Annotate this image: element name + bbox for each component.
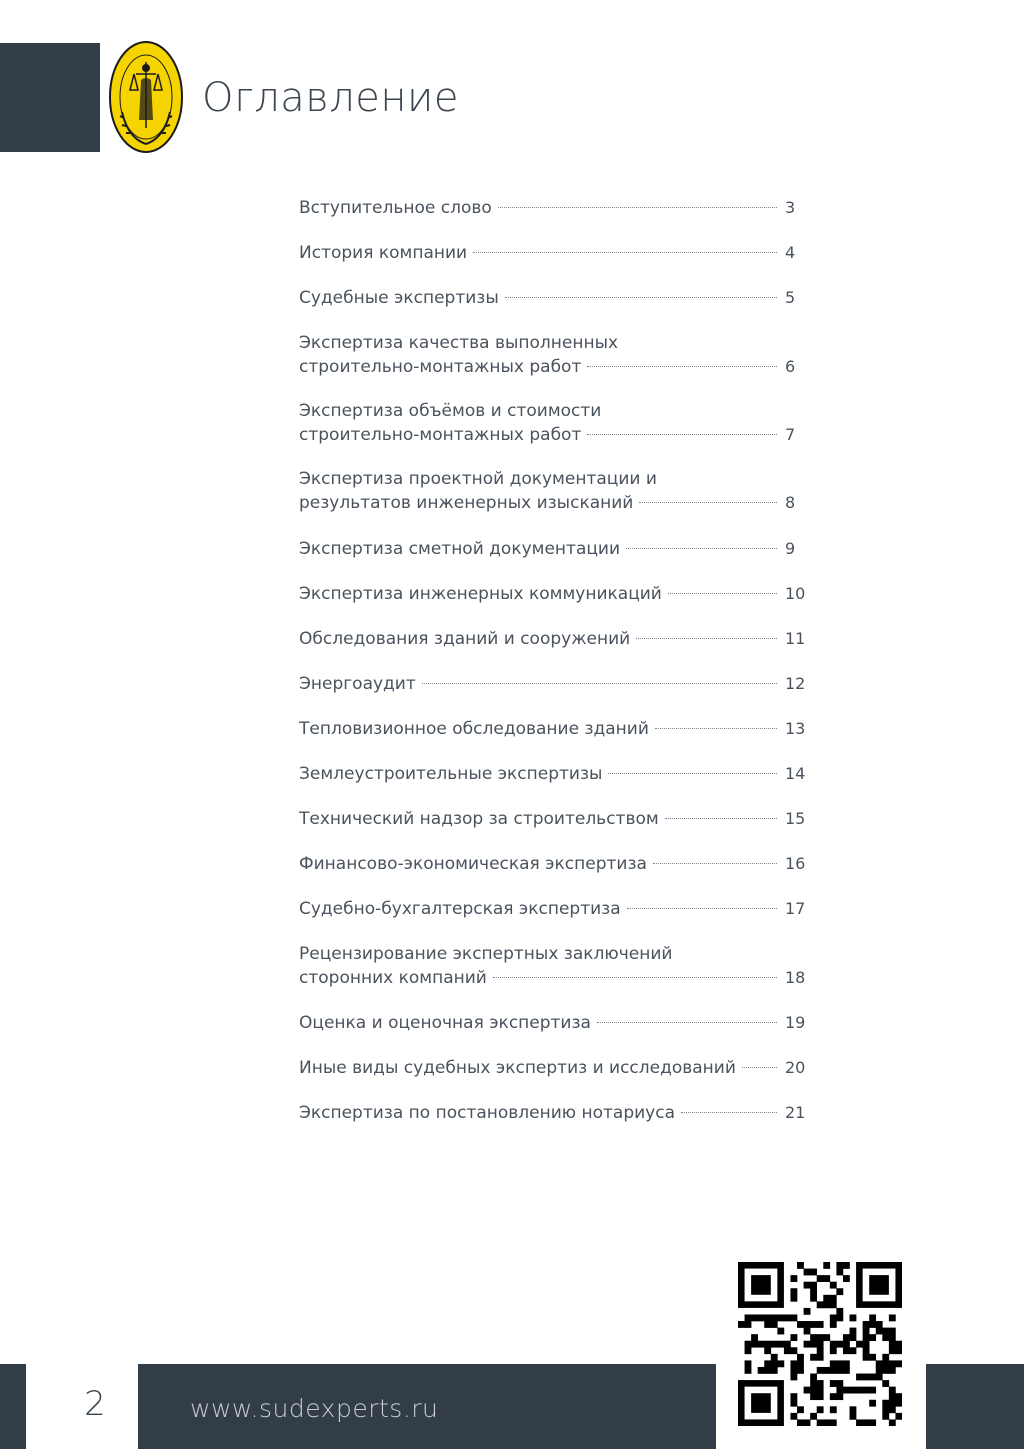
toc-entry-title-cont: сторонних компаний bbox=[299, 968, 487, 988]
toc-entry[interactable] bbox=[299, 942, 811, 990]
toc-leader bbox=[422, 683, 777, 684]
toc-entry-title: Оценка и оценочная экспертиза bbox=[299, 1013, 591, 1033]
toc-page-number: 16 bbox=[785, 854, 806, 873]
toc-entry-title: Энергоаудит bbox=[299, 674, 416, 694]
toc-entry[interactable] bbox=[299, 672, 811, 696]
toc-entry-title: История компании bbox=[299, 243, 468, 263]
toc-page-number: 3 bbox=[785, 198, 796, 217]
toc-entry-title-cont: строительно-монтажных работ bbox=[299, 425, 582, 445]
toc-entry-title: Технический надзор за строительством bbox=[299, 809, 659, 829]
toc-page-number: 20 bbox=[785, 1058, 806, 1077]
toc-leader bbox=[665, 818, 777, 819]
toc-entry-title: Финансово-экономическая экспертиза bbox=[299, 854, 647, 874]
toc-entry[interactable] bbox=[299, 331, 811, 379]
toc-page-number: 21 bbox=[785, 1103, 806, 1122]
toc-page-number: 11 bbox=[785, 629, 806, 648]
toc-leader bbox=[626, 548, 777, 549]
toc-entry[interactable] bbox=[299, 1056, 811, 1080]
toc-entry-title: Обследования зданий и сооружений bbox=[299, 629, 631, 649]
toc-leader bbox=[655, 728, 777, 729]
toc-leader bbox=[587, 366, 777, 367]
toc-page-number: 12 bbox=[785, 674, 806, 693]
toc-entry-title: Экспертиза инженерных коммуникаций bbox=[299, 584, 662, 604]
toc-entry-title: Экспертиза проектной документации и bbox=[299, 469, 657, 489]
toc-entry-title: Экспертиза объёмов и стоимости bbox=[299, 401, 602, 421]
toc-leader bbox=[498, 207, 777, 208]
table-of-contents bbox=[299, 196, 811, 1125]
footer-left-bar bbox=[0, 1364, 26, 1449]
toc-leader bbox=[636, 638, 777, 639]
toc-entry-title-cont: строительно-монтажных работ bbox=[299, 357, 582, 377]
toc-entry-title: Судебные экспертизы bbox=[299, 288, 499, 308]
toc-page-number: 6 bbox=[785, 357, 796, 376]
toc-entry[interactable] bbox=[299, 897, 811, 921]
qr-code-icon bbox=[738, 1262, 902, 1426]
toc-entry[interactable] bbox=[299, 1101, 811, 1125]
toc-entry[interactable] bbox=[299, 717, 811, 741]
toc-leader bbox=[493, 977, 777, 978]
toc-entry[interactable] bbox=[299, 241, 811, 265]
toc-page-number: 18 bbox=[785, 968, 806, 987]
toc-leader bbox=[742, 1067, 777, 1068]
toc-leader bbox=[505, 297, 777, 298]
toc-page-number: 5 bbox=[785, 288, 796, 307]
toc-leader bbox=[608, 773, 777, 774]
toc-page-number: 19 bbox=[785, 1013, 806, 1032]
toc-entry-title: Землеустроительные экспертизы bbox=[299, 764, 603, 784]
toc-entry[interactable] bbox=[299, 852, 811, 876]
website-link[interactable]: www.sudexperts.ru bbox=[190, 1394, 439, 1423]
toc-entry-title: Рецензирование экспертных заключений bbox=[299, 944, 673, 964]
toc-page-number: 8 bbox=[785, 493, 796, 512]
toc-entry-title: Тепловизионное обследование зданий bbox=[299, 719, 649, 739]
toc-page-number: 17 bbox=[785, 899, 806, 918]
toc-page-number: 14 bbox=[785, 764, 806, 783]
toc-page-number: 7 bbox=[785, 425, 796, 444]
toc-entry[interactable] bbox=[299, 762, 811, 786]
toc-entry[interactable] bbox=[299, 467, 811, 515]
logo-emblem-icon bbox=[108, 40, 184, 154]
toc-entry[interactable] bbox=[299, 627, 811, 651]
page-number: 2 bbox=[84, 1384, 106, 1424]
toc-leader bbox=[597, 1022, 777, 1023]
toc-entry-title: Экспертиза по постановлению нотариуса bbox=[299, 1103, 676, 1123]
toc-leader bbox=[668, 593, 777, 594]
toc-entry[interactable] bbox=[299, 1011, 811, 1035]
header-accent-bar bbox=[0, 43, 100, 152]
toc-leader bbox=[587, 434, 777, 435]
toc-entry-title: Экспертиза сметной документации bbox=[299, 539, 621, 559]
toc-entry[interactable] bbox=[299, 196, 811, 220]
toc-leader bbox=[639, 502, 777, 503]
toc-entry-title: Экспертиза качества выполненных bbox=[299, 333, 619, 353]
toc-leader bbox=[653, 863, 777, 864]
toc-page-number: 13 bbox=[785, 719, 806, 738]
toc-page-number: 9 bbox=[785, 539, 796, 558]
toc-entry-title: Судебно-бухгалтерская экспертиза bbox=[299, 899, 621, 919]
toc-entry[interactable] bbox=[299, 807, 811, 831]
toc-page-number: 15 bbox=[785, 809, 806, 828]
toc-leader bbox=[473, 252, 777, 253]
toc-entry-title-cont: результатов инженерных изысканий bbox=[299, 493, 634, 513]
toc-entry-title: Иные виды судебных экспертиз и исследований bbox=[299, 1058, 736, 1078]
toc-entry[interactable] bbox=[299, 537, 811, 561]
toc-entry[interactable] bbox=[299, 399, 811, 447]
toc-entry[interactable] bbox=[299, 286, 811, 310]
toc-entry[interactable] bbox=[299, 582, 811, 606]
toc-leader bbox=[681, 1112, 777, 1113]
footer-right-bar bbox=[926, 1364, 1024, 1449]
toc-page-number: 10 bbox=[785, 584, 806, 603]
page-title: Оглавление bbox=[202, 75, 459, 121]
toc-entry-title: Вступительное слово bbox=[299, 198, 492, 218]
toc-leader bbox=[627, 908, 777, 909]
toc-page-number: 4 bbox=[785, 243, 796, 262]
